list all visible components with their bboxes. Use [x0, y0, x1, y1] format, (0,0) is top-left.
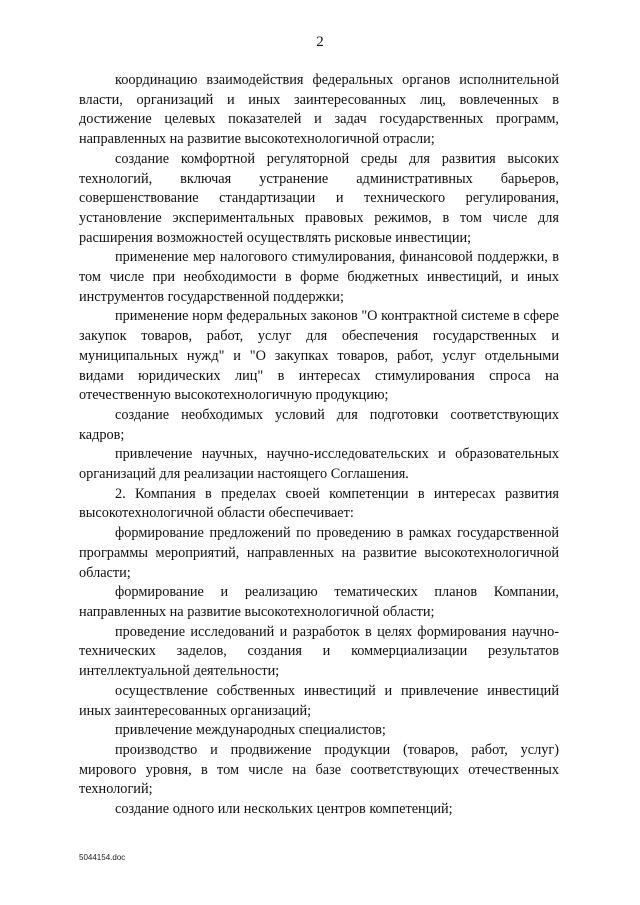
paragraph-competence-centers: создание одного или нескольких центров компетенций; — [115, 801, 453, 818]
paragraph-research-development: проведение исследований и разработок в целях формирования научно-технических заделов, создания и коммерциализации результатов интеллектуальной деятельности; — [79, 623, 559, 680]
paragraph-tax-incentives: применение мер налогового стимулирования, финансовой поддержки, в том числе при необходимости в форме бюджетных инвестиций, и иных инструментов государственной поддержки; — [79, 249, 559, 305]
paragraph-personnel-training: создание необходимых условий для подготовки соответствующих кадров; — [79, 406, 559, 443]
paragraph-production-promotion: производство и продвижение продукции (товаров, работ, услуг) мирового уровня, в том числе на базе соответствующих отечественных технологий; — [79, 741, 559, 798]
document-body — [79, 71, 559, 820]
footer-filename: 5044154.doc — [79, 853, 126, 862]
paragraph-company-obligations: 2. Компания в пределах своей компетенции в интересах развития высокотехнологичной области обеспечивает: — [79, 485, 559, 522]
page-number: 2 — [316, 34, 324, 50]
paragraph-research-organizations: привлечение научных, научно-исследовательских и образовательных организаций для реализации настоящего Соглашения. — [79, 446, 559, 483]
paragraph-thematic-plans: формирование и реализацию тематических планов Компании, направленных на развитие высокотехнологичной области; — [79, 584, 559, 620]
paragraph-regulatory-environment: создание комфортной регуляторной среды для развития высоких технологий, включая устранение административных барьеров, совершенствование стандартизации и технического регулирования, установление экспериментальных правовых режимов, в том числе для расширения возможностей осуществлять рисковые инвестиции; — [79, 150, 559, 246]
paragraph-coordination: координацию взаимодействия федеральных органов исполнительной власти, организаций и иных заинтересованных лиц, вовлеченных в достижение целевых показателей и задач государственных программ, направленных на развитие высокотехнологичной отрасли; — [79, 72, 559, 148]
paragraph-international-specialists: привлечение международных специалистов; — [115, 722, 386, 739]
paragraph-proposals: формирование предложений по проведению в рамках государственной программы мероприятий, направленных на развитие высокотехнологичной области; — [79, 525, 559, 581]
paragraph-investments: осуществление собственных инвестиций и привлечение инвестиций иных заинтересованных организаций; — [79, 682, 559, 719]
paragraph-procurement-laws: применение норм федеральных законов "О контрактной системе в сфере закупок товаров, работ, услуг для обеспечения государственных и муниципальных нужд" и "О закупках товаров, работ, услуг отдельными видами юридических лиц" в интересах стимулирования спроса на отечественную высокотехнологичную продукцию; — [79, 308, 559, 404]
